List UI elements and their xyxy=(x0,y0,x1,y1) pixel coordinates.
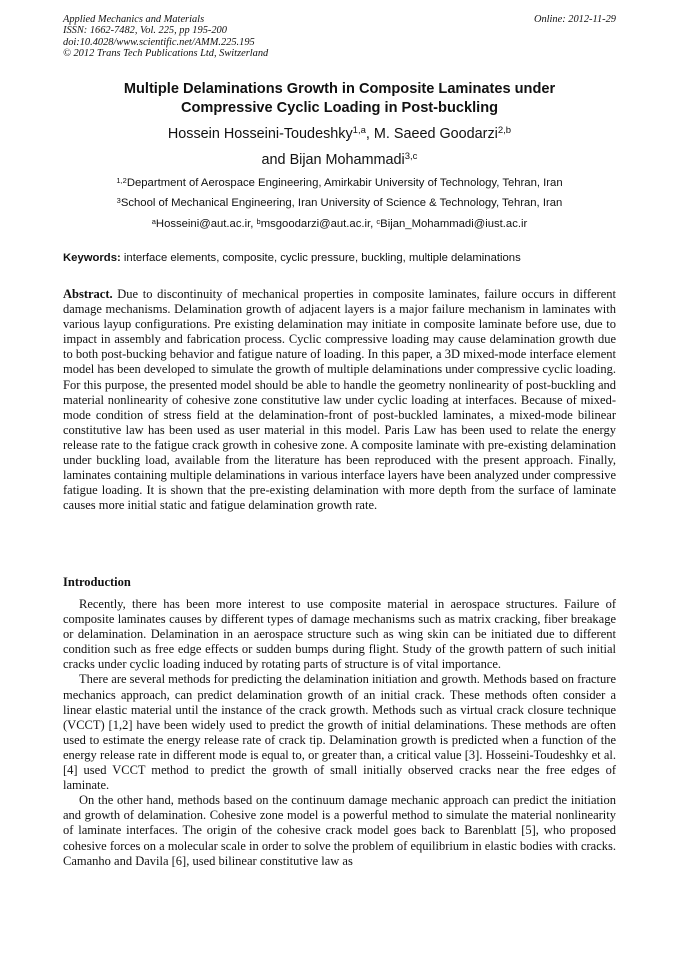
author-emails xyxy=(63,217,616,231)
abstract-text: Due to discontinuity of mechanical properties in composite laminates, failure occurs in different damage mechanisms. Delamination growth of adjacent layers is a major failure mechanism in laminates with various layup configurations. Pre existing delamination may initiate in composite laminate before use, due to impact in assembly and fabrication process. Cyclic compressive loading may cause delamination growth due to both post-bucking behavior and fatigue nature of loading. In this paper, a 3D mixed-mode interface element model has been developed to simulate the growth of multiple delaminations under compressive cyclic loading. For this purpose, the presented model should be able to handle the geometry nonlinearity of post-buckling and material nonlinearity of cohesive zone constitutive law under cyclic loading at interfaces. Because of mixed-mode condition of stress field at the delamination-front of post-buckled laminates, a mixed-mode bilinear constitutive law has been used as user material in this model. Paris Law has been used to relate the energy release rate to the fatigue crack growth in cohesive zone. A composite laminate with pre-existing delamination under buckling load, available from the literature has been reproduced with the present approach. Finally, laminates containing multiple delaminations in various interface layers have been analyzed under compressive fatigue loading. It is shown that the pre-existing delamination with more depth from the surface of laminate causes more initial static and fatigue delamination growth rate. xyxy=(63,287,616,513)
journal-issn: ISSN: 1662-7482, Vol. 225, pp 195-200 xyxy=(63,25,227,37)
online-date: Online: 2012-11-29 xyxy=(533,14,616,25)
abstract xyxy=(63,287,616,513)
author-2-name: M. Saeed Goodarzi xyxy=(373,126,498,142)
journal-name: Applied Mechanics and Materials xyxy=(63,14,205,25)
keywords-text: interface elements, composite, cyclic pressure, buckling, multiple delaminations xyxy=(120,252,521,264)
affiliation-1 xyxy=(63,176,616,190)
title-line-2: Compressive Cyclic Loading in Post-buckling xyxy=(180,100,499,116)
abstract-label: Abstract. xyxy=(63,287,113,301)
keywords xyxy=(63,251,616,265)
affiliation-2-text: School of Mechanical Engineering, Iran University of Science & Technology, Tehran, Iran xyxy=(120,197,563,209)
affiliation-1-sup: 1,2 xyxy=(116,176,127,185)
introduction-body xyxy=(63,597,616,869)
keywords-label: Keywords: xyxy=(63,252,121,264)
journal-copyright: © 2012 Trans Tech Publications Ltd, Switzerland xyxy=(63,47,269,59)
email-c: Bijan_Mohammadi@iust.ac.ir xyxy=(380,218,528,230)
intro-paragraph-2: There are several methods for predicting the delamination initiation and growth. Methods based on fracture mechanics approach, can predict delamination growth of an initial crack. These methods often consider a linear elastic material until the instance of the crack growth. Methods such as virtual crack closure technique (VCCT) [1,2] have been widely used to predict the growth of initial delaminations. These methods are often used to estimate the energy release rate of crack tip. Delamination growth is predicted when a function of the energy release rate in different mode is equal to, or greater than, a critical value [3]. Hosseini-Toudeshky et al. [4] used VCCT method to predict the growth of small initially observed cracks near the free edges of laminate. xyxy=(63,672,616,793)
author-and: and xyxy=(261,152,290,168)
paper-title xyxy=(63,80,616,118)
affiliation-2-sup: 3 xyxy=(116,196,121,205)
section-heading-introduction: Introduction xyxy=(63,575,131,589)
affiliation-1-text: Department of Aerospace Engineering, Amirkabir University of Technology, Tehran, Iran xyxy=(126,177,563,189)
email-b: msgoodarzi@aut.ac.ir, xyxy=(260,218,377,230)
journal-doi: doi:10.4028/www.scientific.net/AMM.225.195 xyxy=(63,36,255,48)
author-line-2 xyxy=(63,147,616,173)
affiliation-2 xyxy=(63,196,616,210)
intro-paragraph-3: On the other hand, methods based on the continuum damage mechanic approach can predict the initiation and growth of delamination. Cohesive zone model is a powerful method to simulate the material nonlinearity of laminate interfaces. The origin of the cohesive crack model goes back to Barenblatt [5], who proposed cohesive forces on a molecular scale in order to solve the problem of equilibrium in elastic bodies with cracks. Camanho and Davila [6], used bilinear constitutive law as xyxy=(63,793,616,868)
author-3-sup: 3,c xyxy=(404,151,418,162)
title-line-1: Multiple Delaminations Growth in Composite Laminates under xyxy=(123,81,556,97)
author-line-1 xyxy=(63,121,616,147)
author-1-sup: 1,a xyxy=(352,125,366,136)
email-a: Hosseini@aut.ac.ir, xyxy=(155,218,257,230)
journal-info xyxy=(63,14,268,59)
author-2-sup: 2,b xyxy=(497,125,512,136)
author-1-name: Hossein Hosseini-Toudeshky xyxy=(167,126,353,142)
email-c-sup: c xyxy=(376,217,381,226)
author-separator: , xyxy=(365,126,374,142)
email-a-sup: a xyxy=(151,217,156,226)
author-3-name: Bijan Mohammadi xyxy=(289,152,405,168)
author-list xyxy=(63,121,616,173)
email-b-sup: b xyxy=(256,217,261,226)
intro-paragraph-1: Recently, there has been more interest to use composite material in aerospace structures. Failure of composite laminates causes by different types of damage mechanisms such as matrix cracking, fiber breakage or delamination. Delamination in an aerospace structure such as wing skin can be initiated due to different condition such as free edge effects or sudden bumps during flight. Study of the growth pattern of such initial cracks under cyclic loading induced by rotating parts of structure is of vital importance. xyxy=(63,597,616,672)
